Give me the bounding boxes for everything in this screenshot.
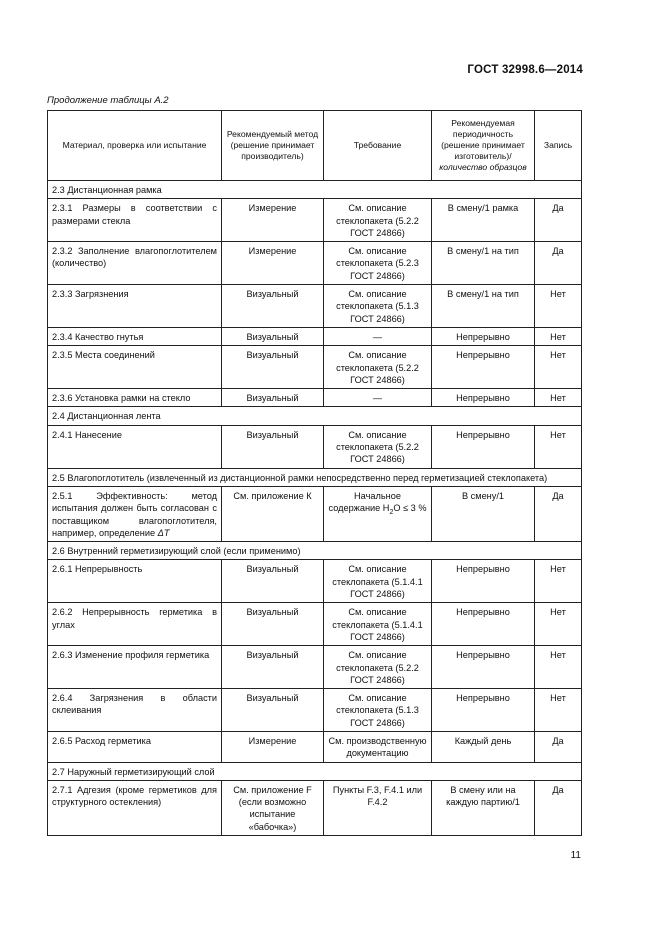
document-code: ГОСТ 32998.6—2014 <box>467 64 583 76</box>
material-cell: 2.3.2 Заполнение влагопоглотителем (количество) <box>48 242 222 285</box>
section-title: 2.7 Наружный герметизирующий слой <box>48 762 582 780</box>
method-cell: Визуальный <box>222 389 324 407</box>
inspection-table <box>47 110 582 836</box>
frequency-cell: Непрерывно <box>432 689 535 732</box>
table-row <box>48 389 582 407</box>
method-cell: Визуальный <box>222 346 324 389</box>
table-caption: Продолжение таблицы А.2 <box>47 95 169 106</box>
frequency-cell: В смену/1 на тип <box>432 285 535 328</box>
section-title: 2.6 Внутренний герметизирующий слой (если применимо) <box>48 542 582 560</box>
section-row <box>48 407 582 425</box>
method-cell: Визуальный <box>222 327 324 345</box>
table-row <box>48 199 582 242</box>
table-row <box>48 346 582 389</box>
frequency-cell: Каждый день <box>432 731 535 762</box>
table-row <box>48 689 582 732</box>
table-row <box>48 285 582 328</box>
header-requirement: Требование <box>324 111 432 181</box>
record-cell: Нет <box>535 346 582 389</box>
material-cell: 2.3.6 Установка рамки на стекло <box>48 389 222 407</box>
requirement-text: Начальное содержание H <box>328 490 401 514</box>
table-row <box>48 603 582 646</box>
requirement-cell: — <box>324 327 432 345</box>
record-cell: Нет <box>535 603 582 646</box>
method-cell: Визуальный <box>222 603 324 646</box>
record-cell: Да <box>535 242 582 285</box>
table-row <box>48 560 582 603</box>
requirement-tail: O ≤ 3 % <box>393 503 427 514</box>
requirement-cell: См. описание стеклопакета (5.2.2 ГОСТ 24866) <box>324 646 432 689</box>
table-row <box>48 327 582 345</box>
method-cell: Визуальный <box>222 285 324 328</box>
record-cell: Нет <box>535 689 582 732</box>
header-material: Материал, проверка или испытание <box>48 111 222 181</box>
method-cell: Визуальный <box>222 560 324 603</box>
section-title: 2.3 Дистанционная рамка <box>48 181 582 199</box>
requirement-cell: См. описание стеклопакета (5.2.2 ГОСТ 24866) <box>324 199 432 242</box>
material-cell: 2.6.5 Расход герметика <box>48 731 222 762</box>
material-cell <box>48 486 222 541</box>
requirement-cell: См. описание стеклопакета (5.1.4.1 ГОСТ 24866) <box>324 603 432 646</box>
delta-t-symbol: ΔT <box>157 527 170 538</box>
section-row <box>48 468 582 486</box>
material-cell: 2.6.4 Загрязнения в области склеивания <box>48 689 222 732</box>
frequency-cell: В смену или на каждую партию/1 <box>432 780 535 835</box>
method-cell: Визуальный <box>222 425 324 468</box>
section-row <box>48 181 582 199</box>
header-frequency-italic: количество образцов <box>439 162 527 172</box>
record-cell: Да <box>535 486 582 541</box>
header-method: Рекомендуемый метод (решение принимает производитель) <box>222 111 324 181</box>
page-number: 11 <box>570 850 581 861</box>
material-cell: 2.6.1 Непрерывность <box>48 560 222 603</box>
material-cell: 2.3.4 Качество гнутья <box>48 327 222 345</box>
material-cell: 2.3.5 Места соединений <box>48 346 222 389</box>
frequency-cell: В смену/1 на тип <box>432 242 535 285</box>
table-row <box>48 731 582 762</box>
material-cell: 2.6.3 Изменение профиля герметика <box>48 646 222 689</box>
section-title: 2.5 Влагопоглотитель (извлеченный из дистанционной рамки непосредственно перед герметизацией стеклопакета) <box>48 468 582 486</box>
frequency-cell: В смену/1 рамка <box>432 199 535 242</box>
material-text: 2.5.1 Эффективность: метод испытания должен быть согласован с поставщиком влагопоглотителя, например, определение <box>52 490 217 538</box>
frequency-cell: Непрерывно <box>432 560 535 603</box>
material-cell: 2.3.1 Размеры в соответствии с размерами стекла <box>48 199 222 242</box>
record-cell: Да <box>535 731 582 762</box>
method-cell: Визуальный <box>222 689 324 732</box>
header-record: Запись <box>535 111 582 181</box>
method-cell: См. приложение F (если возможно испытание «бабочка») <box>222 780 324 835</box>
table-row <box>48 242 582 285</box>
record-cell: Нет <box>535 285 582 328</box>
requirement-cell: См. описание стеклопакета (5.2.3 ГОСТ 24866) <box>324 242 432 285</box>
record-cell: Нет <box>535 646 582 689</box>
frequency-cell: Непрерывно <box>432 389 535 407</box>
frequency-cell: Непрерывно <box>432 646 535 689</box>
table-body <box>48 181 582 836</box>
record-cell: Нет <box>535 560 582 603</box>
frequency-cell: В смену/1 <box>432 486 535 541</box>
method-cell: Измерение <box>222 199 324 242</box>
requirement-cell: См. описание стеклопакета (5.2.2 ГОСТ 24866) <box>324 425 432 468</box>
method-cell: Измерение <box>222 242 324 285</box>
material-cell: 2.3.3 Загрязнения <box>48 285 222 328</box>
requirement-cell: Пункты F.3, F.4.1 или F.4.2 <box>324 780 432 835</box>
section-row <box>48 542 582 560</box>
requirement-cell: — <box>324 389 432 407</box>
table-header-row <box>48 111 582 181</box>
record-cell: Нет <box>535 425 582 468</box>
requirement-subscript: 2 <box>389 509 394 517</box>
method-cell: Визуальный <box>222 646 324 689</box>
table-row <box>48 486 582 541</box>
record-cell: Нет <box>535 389 582 407</box>
material-cell: 2.4.1 Нанесение <box>48 425 222 468</box>
requirement-cell: См. описание стеклопакета (5.1.4.1 ГОСТ 24866) <box>324 560 432 603</box>
requirement-cell: См. описание стеклопакета (5.2.2 ГОСТ 24866) <box>324 346 432 389</box>
header-frequency <box>432 111 535 181</box>
requirement-cell: См. описание стеклопакета (5.1.3 ГОСТ 24866) <box>324 689 432 732</box>
requirement-cell: См. производственную документацию <box>324 731 432 762</box>
frequency-cell: Непрерывно <box>432 346 535 389</box>
table-row <box>48 425 582 468</box>
method-cell: Измерение <box>222 731 324 762</box>
method-cell: См. приложение К <box>222 486 324 541</box>
requirement-cell <box>324 486 432 541</box>
section-row <box>48 762 582 780</box>
header-frequency-text: Рекомендуемая периодичность (решение принимает изготовитель)/ <box>441 118 525 161</box>
section-title: 2.4 Дистанционная лента <box>48 407 582 425</box>
frequency-cell: Непрерывно <box>432 603 535 646</box>
table-row <box>48 780 582 835</box>
material-cell: 2.7.1 Адгезия (кроме герметиков для структурного остекления) <box>48 780 222 835</box>
record-cell: Да <box>535 199 582 242</box>
record-cell: Да <box>535 780 582 835</box>
material-cell: 2.6.2 Непрерывность герметика в углах <box>48 603 222 646</box>
frequency-cell: Непрерывно <box>432 327 535 345</box>
table-row <box>48 646 582 689</box>
requirement-cell: См. описание стеклопакета (5.1.3 ГОСТ 24866) <box>324 285 432 328</box>
record-cell: Нет <box>535 327 582 345</box>
frequency-cell: Непрерывно <box>432 425 535 468</box>
